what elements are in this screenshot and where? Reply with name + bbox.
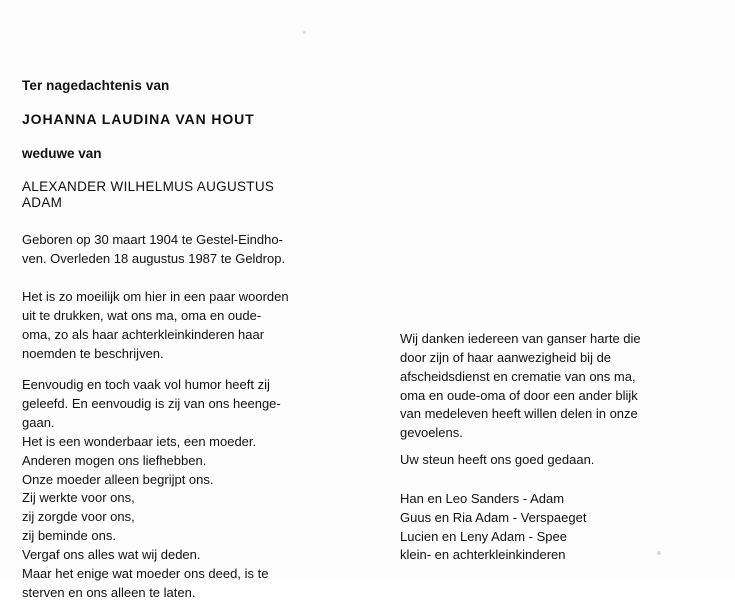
tribute-verse-line: geleefd. En eenvoudig is zij van ons heenge- (22, 396, 281, 412)
lead-text: Ter nagedachtenis van (22, 78, 170, 93)
dates-line: Geboren op 30 maart 1904 te Gestel-Eindho- (22, 232, 283, 248)
tribute-paragraph-line: Het is zo moeilijk om hier in een paar woorden (22, 289, 289, 304)
birth-death-dates (22, 231, 352, 268)
tribute-verse-line: Vergaf ons alles wat wij deden. (22, 546, 201, 562)
deceased-name: JOHANNA LAUDINA VAN HOUT (22, 110, 255, 127)
dates-line: ven. Overleden 18 augustus 1987 te Geldrop. (22, 250, 286, 266)
left-column (22, 78, 352, 603)
tribute-paragraph-line: oma, zo als haar achterkleinkinderen haar (22, 326, 265, 342)
tribute-verse-line: Eenvoudig en toch vaak vol humor heeft zij (22, 377, 270, 393)
tribute-verse-line: Het is een wonderbaar iets, een moeder. (22, 433, 257, 449)
thanks-line: door zijn of haar aanwezigheid bij de (400, 349, 612, 365)
spouse-name-line: ALEXANDER WILHELMUS AUGUSTUS (22, 179, 275, 195)
support-line: Uw steun heeft ons goed gedaan. (400, 452, 595, 468)
tribute-verse-line: zij zorgde voor ons, (22, 509, 135, 525)
tribute-verse (22, 376, 352, 602)
thanks-paragraph (400, 330, 718, 443)
tribute-verse-line: sterven en ons alleen te laten. (22, 584, 196, 600)
tribute-paragraph-line: uit te drukken, wat ons ma, oma en oude- (22, 307, 262, 323)
tribute-paragraph-line: noemden te beschrijven. (22, 345, 164, 361)
thanks-line: Wij danken iedereen van ganser harte die (400, 331, 641, 346)
spouse-name-line: ADAM (22, 195, 63, 211)
tribute-verse-line: Onze moeder alleen begrijpt ons. (22, 471, 214, 487)
tribute-paragraph (22, 288, 352, 363)
signer-line: Lucien en Leny Adam - Spee (400, 528, 567, 544)
signers-list (400, 490, 718, 565)
thanks-line: oma en oude-oma of door een ander blijk (400, 387, 638, 403)
spouse-name (22, 179, 352, 211)
signer-line: Guus en Ria Adam - Verspaeget (400, 509, 587, 525)
relation-label: weduwe van (22, 146, 102, 162)
tribute-verse-line: Maar het enige wat moeder ons deed, is te (22, 565, 269, 581)
tribute-verse-line: gaan. (22, 415, 55, 431)
scan-speckle (303, 31, 306, 34)
signer-line: Han en Leo Sanders - Adam (400, 490, 565, 506)
thanks-line: afscheidsdienst en crematie van ons ma, (400, 368, 636, 384)
tribute-verse-line: zij beminde ons. (22, 528, 116, 544)
right-column (400, 330, 718, 565)
thanks-line: gevoelens. (400, 425, 463, 441)
tribute-verse-line: Zij werkte voor ons, (22, 490, 135, 506)
signer-line: klein- en achterkleinkinderen (400, 547, 566, 563)
thanks-line: van medeleven heeft willen delen in onze (400, 406, 638, 422)
tribute-verse-line: Anderen mogen ons liefhebben. (22, 452, 207, 468)
